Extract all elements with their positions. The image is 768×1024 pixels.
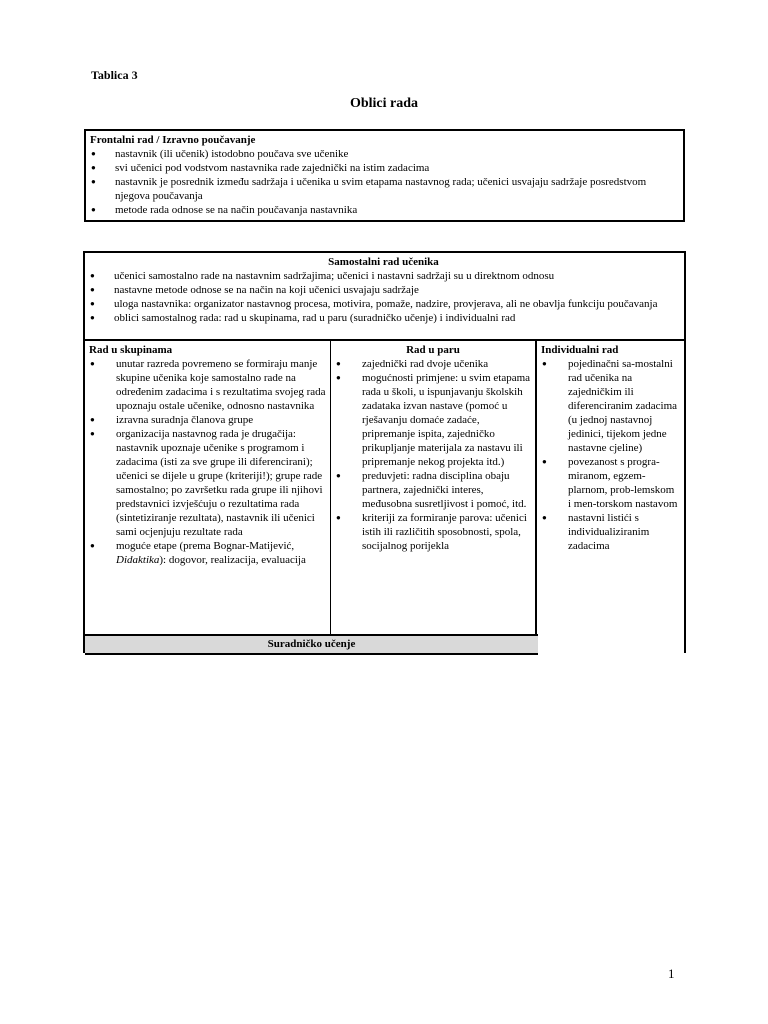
list-item: ● zajednički rad dvoje učenika xyxy=(335,357,531,371)
skupine-heading: Rad u skupinama xyxy=(89,344,173,356)
page-number: 1 xyxy=(668,966,675,981)
individualni-list xyxy=(541,357,680,553)
par-list xyxy=(335,357,531,553)
frontal-list xyxy=(90,147,677,217)
samostalni-heading: Samostalni rad učenika xyxy=(328,256,439,268)
list-item: ● nastavnik je posrednik između sadržaja i učenika u svim etapama nastavnog rada; učenici usvajaju sadržaje posredstvom njegova poučavanja xyxy=(90,175,677,203)
list-item: ● organizacija nastavnog rada je drugačija: nastavnik upoznaje učenike s programom i zadacima (isti za sve grupe ili diferencirani); učenici se dijele u grupe (kriteriji!); grupe rade samostalno; po završetku rada grupe ili njihovi predstavnici izvješćuju o rezultatima rada (sintetiziranje rezultata), nastavnik ili učenici sami ocjenjuju rezultate rada xyxy=(89,427,326,539)
samostalni-list xyxy=(89,269,678,325)
list-item: ● unutar razreda povremeno se formiraju manje skupine učenika koje samostalno rade na određenim zadacima i s rezultatima svojeg rada upoznaju ostale učenike, odnosno nastavnika xyxy=(89,357,326,413)
samostalni-box xyxy=(83,251,686,653)
list-item: ● nastavnik (ili učenik) istodobno poučava sve učenike xyxy=(90,147,677,161)
list-item: ● izravna suradnja članova grupe xyxy=(89,413,326,427)
list-item: ● učenici samostalno rade na nastavnim sadržajima; učenici i nastavni sadržaji su u direktnom odnosu xyxy=(89,269,678,283)
samostalni-section xyxy=(85,253,684,341)
frontal-box xyxy=(84,129,685,222)
skupine-column xyxy=(85,341,331,634)
list-item: ● uloga nastavnika: organizator nastavnog procesa, motivira, pomaže, nadzire, provjerava, ali ne obavlja funkciju poučavanja xyxy=(89,297,678,311)
etape-italic: Didaktika xyxy=(116,554,160,566)
etape-text-end: ): dogovor, realizacija, evaluacija xyxy=(159,554,306,566)
list-item: ● nastavni listići s individualiziranim zadacima xyxy=(541,511,680,553)
par-heading: Rad u paru xyxy=(406,344,460,356)
list-item: ● kriteriji za formiranje parova: učenici istih ili različitih sposobnosti, spola, socijalnog porijekla xyxy=(335,511,531,553)
frontal-heading: Frontalni rad / Izravno poučavanje xyxy=(90,134,256,146)
list-item: ● oblici samostalnog rada: rad u skupinama, rad u paru (suradničko učenje) i individualni rad xyxy=(89,311,678,325)
list-item: ● mogućnosti primjene: u svim etapama rada u školi, u ispunjavanju školskih zadataka izvan nastave (pomoć u rješavanju domaće zadaće, pripremanje ispita, zajedničko prikupljanje materijala za nastavu ili pripremanje nekog projekta itd.) xyxy=(335,371,531,469)
skupine-list xyxy=(89,357,326,567)
page-title: Oblici rada xyxy=(349,96,419,111)
etape-text: moguće etape (prema Bognar-Matijević, xyxy=(116,540,295,552)
list-item: ● povezanost s progra-miranom, egzem-plarnom, prob-lemskom i men-torskom nastavom xyxy=(541,455,680,511)
table-label: Tablica 3 xyxy=(91,68,138,82)
suradnicko-ucenje-bar: Suradničko učenje xyxy=(85,634,538,655)
list-item: ● preduvjeti: radna disciplina obaju partnera, zajednički interes, međusobna susretljivost i pomoć, itd. xyxy=(335,469,531,511)
list-item: ● pojedinačni sa-mostalni rad učenika na zajedničkim ili diferenciranim zadacima (u jednoj nastavnoj jedinici, tijekom jedne nastavne cjeline) xyxy=(541,357,680,455)
individualni-column xyxy=(537,341,684,654)
par-column xyxy=(331,341,537,634)
list-item: ● svi učenici pod vodstvom nastavnika rade zajednički na istim zadacima xyxy=(90,161,677,175)
individualni-heading: Individualni rad xyxy=(541,344,619,356)
list-item xyxy=(89,539,326,567)
list-item: ● nastavne metode odnose se na način na koji učenici usvajaju sadržaje xyxy=(89,283,678,297)
list-item: ● metode rada odnose se na način poučavanja nastavnika xyxy=(90,203,677,217)
